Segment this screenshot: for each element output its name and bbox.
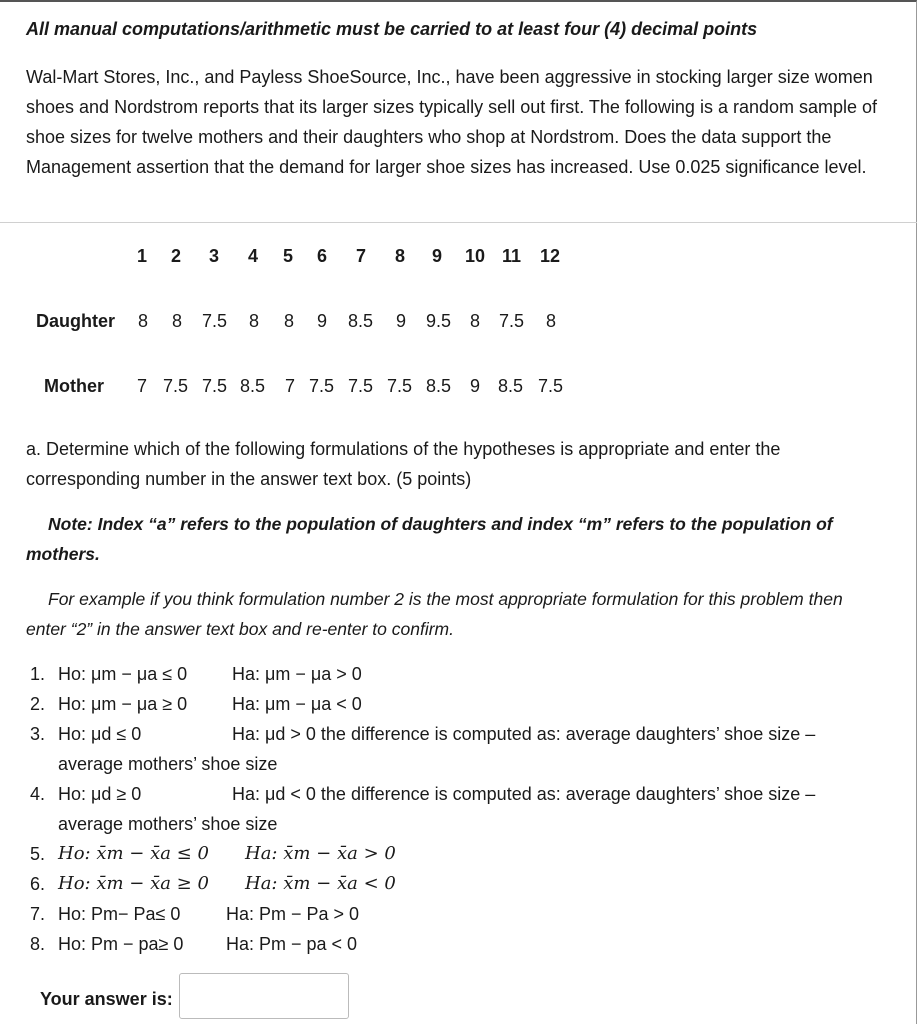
null-hypothesis: Ho: Pm− Pa≤ 0 [58,904,181,924]
question-a: a. Determine which of the following formulations of the hypotheses is appropriate and enter the corresponding number in the answer text box. (5 points) [26,439,781,489]
daughter-size: 8.5 [348,311,374,331]
daughter-size: 9 [396,311,407,331]
alternative-hypothesis: Ha: μd > 0 the difference is computed as: average daughters’ shoe size – [232,724,816,744]
divider [0,222,917,223]
index-cell: 11 [502,246,522,266]
index-cell: 2 [171,246,182,266]
daughter-size: 8 [249,311,260,331]
null-hypothesis: Ho: μd ≤ 0 [58,724,142,744]
mother-size: 7.5 [348,376,374,396]
mother-size: 7.5 [202,376,228,396]
mother-size: 8.5 [498,376,524,396]
option-number: 2. [30,694,46,714]
option-number: 1. [30,664,46,684]
daughter-size: 8 [470,311,481,331]
problem-statement: Wal-Mart Stores, Inc., and Payless ShoeSource, Inc., have been aggressive in stocking larger size women shoes and Nordstrom reports that its larger sizes typically sell out first. The following is a random sample of shoe sizes for twelve mothers and their daughters who shop at Nordstrom. Does the data support the Management assertion that the demand for larger shoe sizes has increased. Use 0.025 significance level. [26,67,878,177]
answer-input[interactable] [179,973,349,1019]
option-number: 5. [30,844,46,864]
option-number: 4. [30,784,46,804]
hypothesis-options [30,659,890,959]
index-cell: 10 [465,246,486,266]
alternative-hypothesis: Ha: x̄m − x̄a < 0 [245,873,396,894]
null-hypothesis: Ho: x̄m − x̄a ≥ 0 [58,873,209,894]
daughter-size: 8 [284,311,295,331]
index-cell: 9 [432,246,443,266]
mother-label: Mother [44,376,104,396]
index-note: Note: Index “a” refers to the population of daughters and index “m” refers to the population of mothers. [26,514,833,564]
mother-size: 8.5 [426,376,452,396]
mother-size: 9 [470,376,481,396]
mother-size: 7.5 [387,376,413,396]
index-cell: 1 [137,246,148,266]
alternative-hypothesis: Ha: μd < 0 the difference is computed as: average daughters’ shoe size – [232,784,816,804]
option-item [30,779,890,839]
daughter-size: 7.5 [499,311,525,331]
index-cell: 3 [209,246,220,266]
daughter-size: 7.5 [202,311,228,331]
null-hypothesis: Ho: μd ≥ 0 [58,784,142,804]
instructions-heading: All manual computations/arithmetic must be carried to at least four (4) decimal points [26,19,758,39]
alternative-hypothesis: Ha: μm − μa > 0 [232,664,362,684]
alternative-hypothesis: Ha: x̄m − x̄a > 0 [245,843,396,864]
daughter-size: 8 [546,311,557,331]
index-cell: 4 [248,246,259,266]
daughter-label: Daughter [36,311,116,331]
index-cell: 7 [356,246,367,266]
index-cell: 5 [283,246,294,266]
option-item [30,719,890,779]
option-item [30,869,890,899]
option-item [30,899,890,929]
null-hypothesis: Ho: μm − μa ≤ 0 [58,664,188,684]
option-continuation: average mothers’ shoe size [58,754,278,774]
answer-label: Your answer is: [40,989,173,1009]
mother-size: 7 [137,376,148,396]
example-instruction: For example if you think formulation number 2 is the most appropriate formulation for this problem then enter “2” in the answer text box and re-enter to confirm. [26,589,843,639]
option-number: 8. [30,934,46,954]
null-hypothesis: Ho: Pm − pa≥ 0 [58,934,184,954]
option-item [30,689,890,719]
option-number: 3. [30,724,46,744]
alternative-hypothesis: Ha: Pm − pa < 0 [226,934,358,954]
mother-size: 8.5 [240,376,266,396]
daughter-size: 8 [138,311,149,331]
null-hypothesis: Ho: x̄m − x̄a ≤ 0 [58,843,209,864]
index-cell: 6 [317,246,328,266]
mother-size: 7.5 [538,376,564,396]
daughter-size: 8 [172,311,183,331]
option-continuation: average mothers’ shoe size [58,814,278,834]
daughter-size: 9.5 [426,311,452,331]
mother-size: 7.5 [309,376,335,396]
index-cell: 12 [540,246,561,266]
daughter-size: 9 [317,311,328,331]
mother-size: 7 [285,376,296,396]
alternative-hypothesis: Ha: Pm − Pa > 0 [226,904,360,924]
option-item [30,929,890,959]
option-item [30,659,890,689]
alternative-hypothesis: Ha: μm − μa < 0 [232,694,362,714]
null-hypothesis: Ho: μm − μa ≥ 0 [58,694,188,714]
mother-size: 7.5 [163,376,189,396]
option-number: 6. [30,874,46,894]
index-cell: 8 [395,246,406,266]
option-number: 7. [30,904,46,924]
option-item [30,839,890,869]
